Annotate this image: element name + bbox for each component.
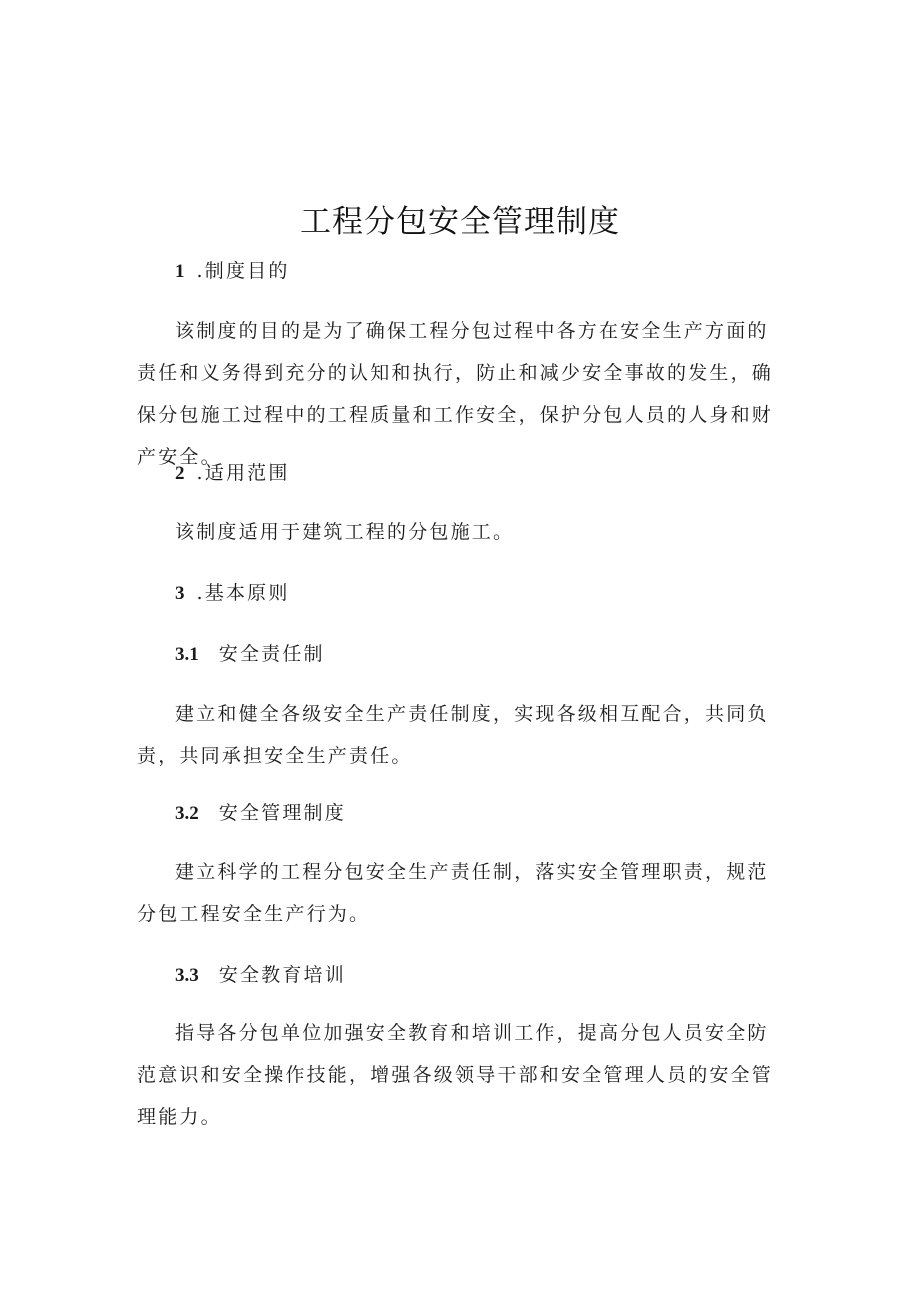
section-number: 2 xyxy=(175,463,185,484)
section-number: 3.1 xyxy=(175,644,199,665)
section-heading-3-1 xyxy=(175,633,775,676)
section-title: 安全管理制度 xyxy=(218,802,346,824)
section-number: 3.2 xyxy=(175,803,199,824)
paragraph-management: 建立科学的工程分包安全生产责任制，落实安全管理职责，规范分包工程安全生产行为。 xyxy=(137,861,769,925)
paragraph-scope: 该制度适用于建筑工程的分包施工。 xyxy=(175,521,515,543)
section-number: 3 xyxy=(175,583,185,604)
section-number: 3.3 xyxy=(175,965,199,986)
section-title: .适用范围 xyxy=(196,462,290,484)
section-heading-3-3 xyxy=(175,954,775,997)
section-title: 安全责任制 xyxy=(218,643,325,665)
paragraph-purpose: 该制度的目的是为了确保工程分包过程中各方在安全生产方面的责任和义务得到充分的认知和执行，防止和减少安全事故的发生，确保分包施工过程中的工程质量和工作安全，保护分包人员的人身和财产安全。 xyxy=(137,320,774,468)
paragraph-responsibility: 建立和健全各级安全生产责任制度，实现各级相互配合，共同负责，共同承担安全生产责任。 xyxy=(137,703,769,767)
paragraph-training: 指导各分包单位加强安全教育和培训工作，提高分包人员安全防范意识和安全操作技能，增强各级领导干部和安全管理人员的安全管理能力。 xyxy=(137,1022,774,1128)
document-title: 工程分包安全管理制度 xyxy=(300,204,620,240)
section-number: 1 xyxy=(175,261,185,282)
section-heading-1 xyxy=(175,250,775,293)
section-heading-3 xyxy=(175,572,775,615)
section-title: .基本原则 xyxy=(196,582,290,604)
section-heading-2 xyxy=(175,452,775,495)
section-title: .制度目的 xyxy=(196,260,290,282)
section-title: 安全教育培训 xyxy=(218,964,346,986)
section-heading-3-2 xyxy=(175,792,775,835)
